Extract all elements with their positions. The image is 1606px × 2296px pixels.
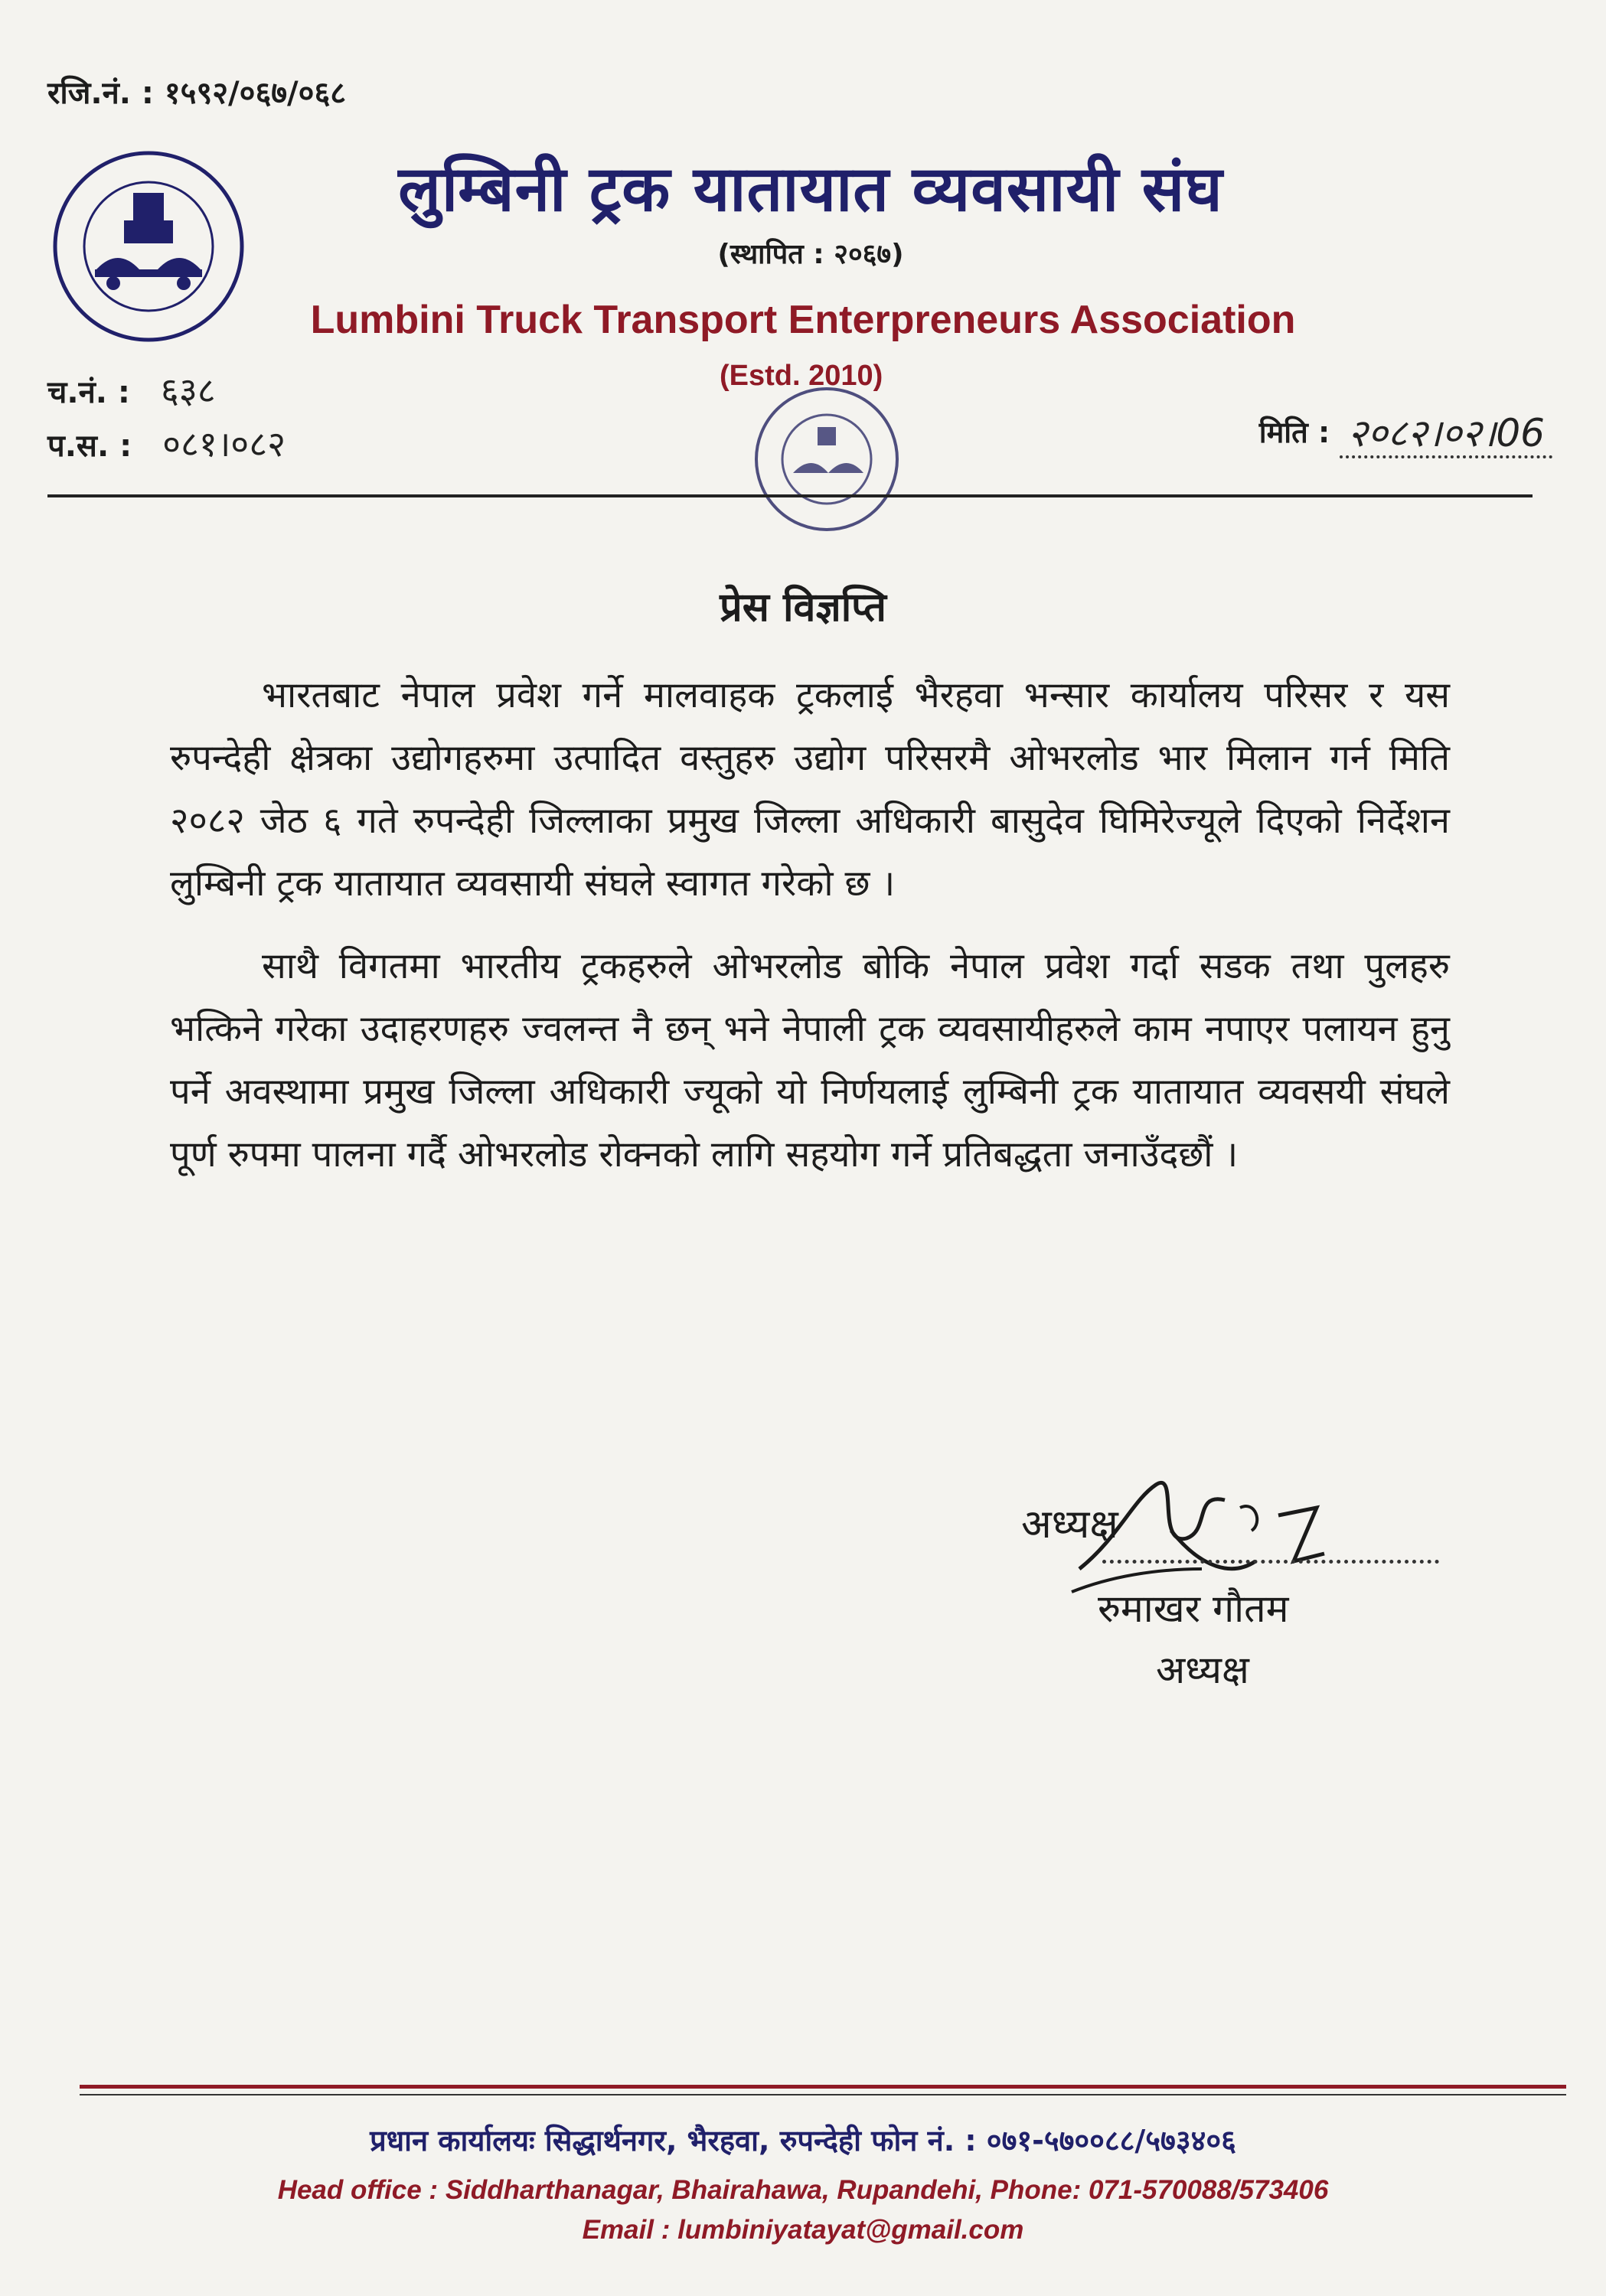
association-logo-icon: [49, 147, 248, 346]
org-name-english: Lumbini Truck Transport Enterpreneurs Association: [310, 298, 1296, 342]
established-nepali: (स्थापित : २०६७): [717, 239, 904, 270]
signature-label: अध्यक्ष: [1021, 1502, 1118, 1548]
signature-block: [1003, 1469, 1431, 1745]
footer-address-nepali: प्रधान कार्यालयः सिद्धार्थनगर, भैरहवा, रुपन्देही फोन नं. : ०७१-५७००८८/५७३४०६: [370, 2124, 1236, 2157]
press-release-body: [170, 664, 1450, 1186]
letter-date: [1259, 406, 1552, 458]
chalan-label: च.नं. :: [47, 375, 130, 410]
established-english: (Estd. 2010): [720, 360, 883, 392]
header-divider: [47, 494, 1533, 497]
date-label: मिति :: [1258, 416, 1330, 449]
footer-address-english: Head office : Siddharthanagar, Bhairahawa, Rupandehi, Phone: 071-570088/573406: [277, 2175, 1329, 2205]
footer-email: Email : lumbiniyatayat@gmail.com: [582, 2215, 1024, 2245]
round-seal-stamp-icon: [727, 383, 926, 536]
registration-number: रजि.नं. : १५९२/०६७/०६८: [47, 76, 347, 111]
body-paragraph-2: साथै विगतमा भारतीय ट्रकहरुले ओभरलोड बोकि नेपाल प्रवेश गर्दा सडक तथा पुलहरु भत्किने गरेका उदाहरणहरु ज्वलन्त नै छन् भने नेपाली ट्रक व्यवसायीहरुले काम नपाएर पलायन हुनु पर्ने अवस्थामा प्रमुख जिल्ला अधिकारी ज्यूको यो निर्णयलाई लुम्बिनी ट्रक यातायात व्यवसयी संघले पूर्ण रुपमा पालना गर्दै ओभरलोड रोक्नको लागि सहयोग गर्ने प्रतिबद्धता जनाउँदछौं ।: [170, 945, 1450, 1176]
signature-line: [1102, 1560, 1439, 1564]
footer-divider-black: [80, 2094, 1566, 2095]
signatory-name: रुमाखर गौतम: [1098, 1587, 1289, 1631]
chalan-number: [47, 366, 216, 413]
body-paragraph-1: भारतबाट नेपाल प्रवेश गर्ने मालवाहक ट्रकलाई भैरहवा भन्सार कार्यालय परिसर र यस रुपन्देही क्षेत्रका उद्योगहरुमा उत्पादित वस्तुहरु उद्योग परिसरमै ओभरलोड भार मिलान गर्न मिति २०८२ जेठ ६ गते रुपन्देही जिल्लाका प्रमुख जिल्ला अधिकारी बासुदेव घिमिरेज्यूले दिएको निर्देशन लुम्बिनी ट्रक यातायात व्यवसायी संघले स्वागत गरेको छ ।: [170, 674, 1450, 905]
chalan-value: ६३८: [160, 370, 216, 411]
fiscal-value: ०८१।०८२: [162, 423, 286, 465]
signatory-title: अध्यक्ष: [1156, 1648, 1249, 1692]
fiscal-year: [47, 419, 286, 467]
org-name-nepali: लुम्बिनी ट्रक यातायात व्यवसायी संघ: [398, 153, 1223, 226]
press-release-title: प्रेस विज्ञप्ति: [720, 585, 886, 631]
date-value: २०८२।०२।06: [1340, 411, 1552, 458]
fiscal-label: प.स. :: [47, 429, 132, 464]
footer-divider-red: [80, 2085, 1566, 2089]
